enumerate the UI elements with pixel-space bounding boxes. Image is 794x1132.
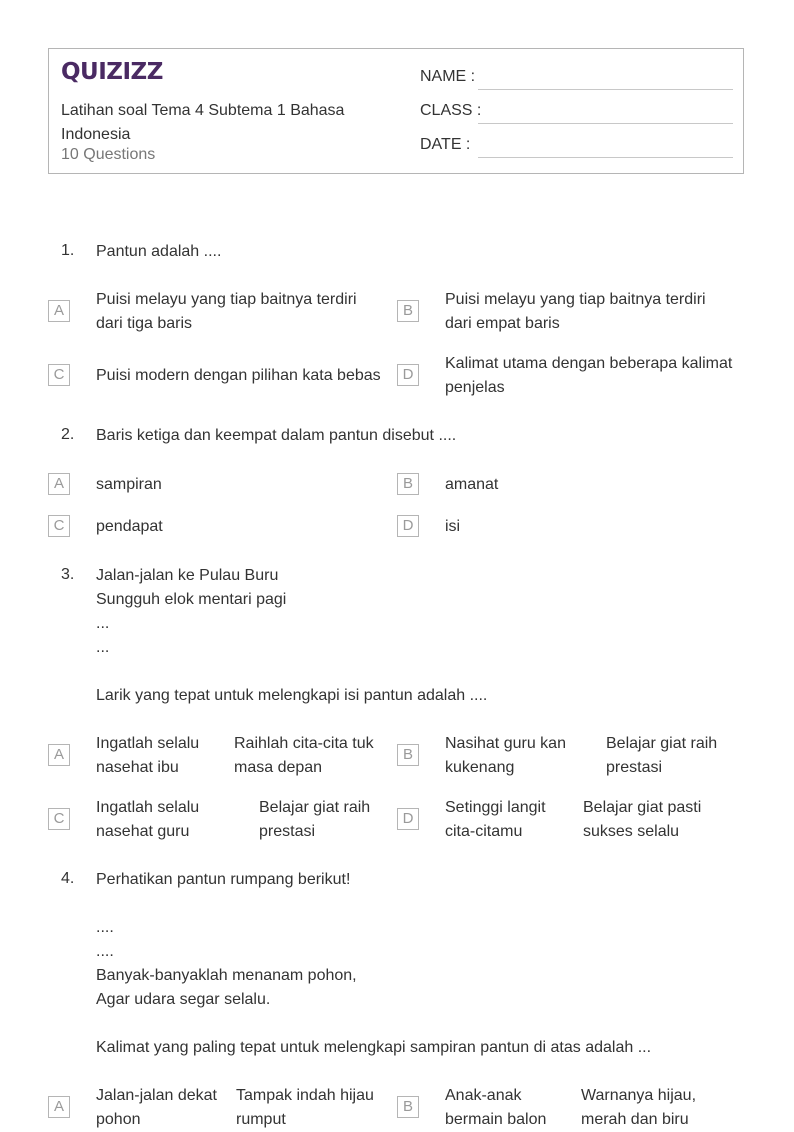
option-letter-b[interactable]: B xyxy=(397,1096,419,1118)
option-c-part-2[interactable]: Belajar giat raih prestasi xyxy=(259,799,371,840)
option-letter-b[interactable]: B xyxy=(397,744,419,766)
date-field[interactable] xyxy=(478,157,733,158)
quizizz-logo: QUIZIZZ xyxy=(61,59,163,85)
name-field[interactable] xyxy=(478,89,733,90)
option-b-part-2[interactable]: Warnanya hijau, merah dan biru xyxy=(581,1087,697,1128)
question-number: 4. xyxy=(61,870,75,887)
option-c-text[interactable]: Puisi modern dengan pilihan kata bebas xyxy=(96,367,381,384)
option-letter-c[interactable]: C xyxy=(48,808,70,830)
option-a-text[interactable]: Puisi melayu yang tiap baitnya terdiri dari tiga baris xyxy=(96,291,357,332)
question-text: Jalan-jalan ke Pulau Buru Sungguh elok mentari pagi ... ... Larik yang tepat untuk melengkapi isi pantun adalah .... xyxy=(96,567,488,704)
option-b-part-1[interactable]: Nasihat guru kan kukenang xyxy=(445,735,566,776)
option-a-part-1[interactable]: Jalan-jalan dekat pohon xyxy=(96,1087,217,1128)
option-letter-a[interactable]: A xyxy=(48,300,70,322)
question-number: 1. xyxy=(61,242,75,259)
option-letter-c[interactable]: C xyxy=(48,515,70,537)
option-a-part-2[interactable]: Tampak indah hijau rumput xyxy=(236,1087,374,1128)
option-a-text[interactable]: sampiran xyxy=(96,476,162,493)
option-d-text[interactable]: Kalimat utama dengan beberapa kalimat penjelas xyxy=(445,355,733,396)
option-a-part-1[interactable]: Ingatlah selalu nasehat ibu xyxy=(96,735,200,776)
option-b-part-1[interactable]: Anak-anak bermain balon xyxy=(445,1087,547,1128)
option-letter-c[interactable]: C xyxy=(48,364,70,386)
option-d-part-2[interactable]: Belajar giat pasti sukses selalu xyxy=(583,799,702,840)
option-letter-d[interactable]: D xyxy=(397,808,419,830)
class-label: CLASS : xyxy=(420,102,482,119)
option-c-part-1[interactable]: Ingatlah selalu nasehat guru xyxy=(96,799,200,840)
class-field[interactable] xyxy=(478,123,733,124)
option-a-part-2[interactable]: Raihlah cita-cita tuk masa depan xyxy=(234,735,374,776)
worksheet-title: Latihan soal Tema 4 Subtema 1 Bahasa Indonesia xyxy=(61,102,345,143)
question-number: 2. xyxy=(61,426,75,443)
option-letter-b[interactable]: B xyxy=(397,300,419,322)
name-label: NAME : xyxy=(420,68,476,85)
option-letter-d[interactable]: D xyxy=(397,364,419,386)
worksheet-header xyxy=(48,48,744,174)
option-letter-d[interactable]: D xyxy=(397,515,419,537)
option-b-text[interactable]: amanat xyxy=(445,476,499,493)
question-text: Pantun adalah .... xyxy=(96,243,222,260)
option-b-text[interactable]: Puisi melayu yang tiap baitnya terdiri dari empat baris xyxy=(445,291,706,332)
question-text: Perhatikan pantun rumpang berikut! .... .... Banyak-banyaklah menanam pohon, Agar udara segar selalu. Kalimat yang paling tepat untuk melengkapi sampiran pantun di atas adalah ... xyxy=(96,871,652,1056)
question-count: 10 Questions xyxy=(61,146,156,163)
option-letter-b[interactable]: B xyxy=(397,473,419,495)
option-d-part-1[interactable]: Setinggi langit cita-citamu xyxy=(445,799,546,840)
option-letter-a[interactable]: A xyxy=(48,473,70,495)
option-d-text[interactable]: isi xyxy=(445,518,461,535)
option-letter-a[interactable]: A xyxy=(48,744,70,766)
question-text: Baris ketiga dan keempat dalam pantun disebut .... xyxy=(96,427,457,444)
option-c-text[interactable]: pendapat xyxy=(96,518,163,535)
date-label: DATE : xyxy=(420,136,471,153)
question-number: 3. xyxy=(61,566,75,583)
option-letter-a[interactable]: A xyxy=(48,1096,70,1118)
option-b-part-2[interactable]: Belajar giat raih prestasi xyxy=(606,735,718,776)
